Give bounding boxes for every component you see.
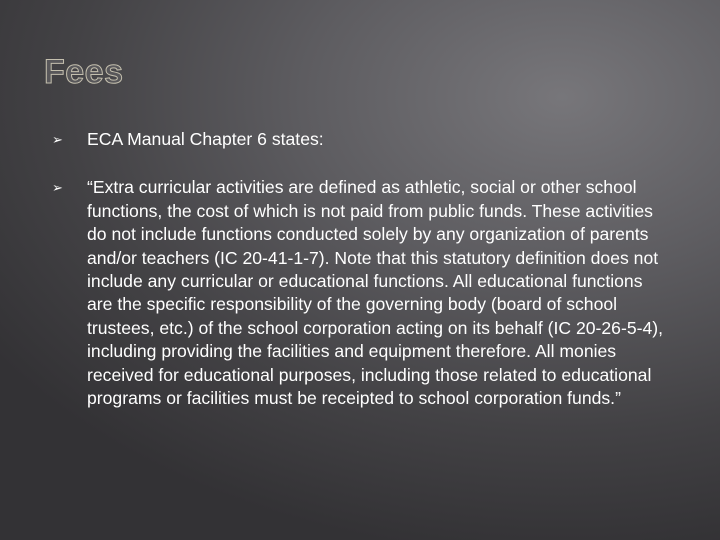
- slide-title: Fees: [44, 53, 124, 91]
- bullet-item: [52, 176, 670, 410]
- bullet-item: [52, 128, 670, 151]
- bullet-list: [52, 128, 670, 410]
- arrow-bullet-icon: ➢: [52, 180, 63, 196]
- bullet-text: “Extra curricular activities are defined as athletic, social or other school functions, the cost of which is not paid from public funds. These activities do not include functions conducted solely by any organization of parents and/or teachers (IC 20-41-1-7). Note that this statutory definition does not include any curricular or educational functions. All educational functions are the specific responsibility of the governing body (board of school trustees, etc.) of the school corporation acting on its behalf (IC 20-26-5-4), including providing the facilities and equipment therefore. All monies received for educational purposes, including those related to educational programs or facilities must be receipted to school corporation funds.”: [87, 177, 663, 409]
- arrow-bullet-icon: ➢: [52, 132, 63, 147]
- bullet-text: ECA Manual Chapter 6 states:: [87, 129, 324, 149]
